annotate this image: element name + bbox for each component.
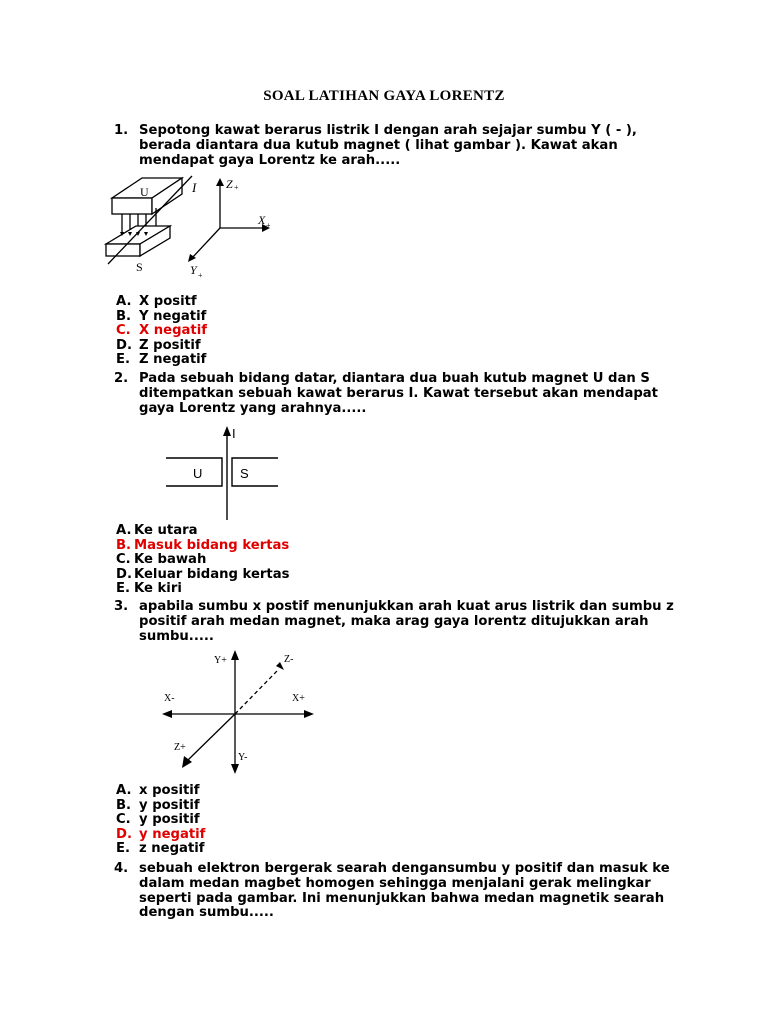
figure-wire-between-magnets (160, 424, 290, 524)
option-e[interactable]: E. Ke kiri (116, 581, 182, 597)
magnet-s-label: S (136, 260, 143, 274)
x-minus-label: X- (164, 693, 175, 704)
axis-z-sign: + (234, 183, 239, 192)
option-d[interactable]: D. Keluar bidang kertas (116, 566, 290, 582)
y-plus-label: Y+ (214, 655, 227, 666)
magnet-u-label: U (140, 185, 149, 199)
question-text: Sepotong kawat berarus listrik I dengan arah sejajar sumbu Y ( - ), berada diantara dua kutub magnet ( lihat gambar ). Kawat akan mendapat gaya Lorentz ke arah..... (139, 123, 637, 168)
question-2-options (116, 524, 289, 597)
option-e[interactable]: E. Z negatif (116, 352, 207, 368)
z-plus-label: Z+ (174, 742, 186, 753)
question-number: 1. (114, 123, 129, 138)
option-e[interactable]: E. z negatif (116, 841, 205, 857)
option-d[interactable]: D. Z positif (116, 337, 201, 353)
x-plus-label: X+ (292, 693, 305, 704)
option-b[interactable]: B. Y negatif (116, 308, 207, 324)
option-a[interactable]: A. x positif (116, 783, 200, 798)
question-3 (114, 600, 674, 644)
option-a[interactable]: A. X positf (116, 294, 197, 309)
axis-y-label: Y (190, 263, 197, 277)
question-text: sebuah elektron bergerak searah dengansumbu y positif dan masuk ke dalam medan magbet homogen sehingga menjalani gerak melingkar seperti pada gambar. Ini menunjukkan bahwa medan magnetik searah dengan sumbu..... (139, 861, 670, 921)
z-minus-label: Z- (284, 654, 294, 665)
axis-x-label: X (258, 213, 266, 227)
question-number: 4. (114, 861, 129, 876)
question-3-options (116, 784, 205, 857)
option-b-correct[interactable]: B. Masuk bidang kertas (116, 537, 290, 553)
option-c[interactable]: C. Ke bawah (116, 552, 207, 568)
question-number: 3. (114, 599, 129, 614)
question-1 (114, 124, 674, 168)
axis-x-sign: + (266, 221, 271, 230)
figure-magnet-wire-axes (100, 168, 290, 283)
figure-3d-axes (160, 648, 320, 773)
y-minus-label: Y- (238, 752, 248, 763)
option-d-correct[interactable]: D. y negatif (116, 826, 206, 842)
current-label: I (232, 426, 236, 441)
current-label: I (192, 180, 197, 195)
option-c[interactable]: C. y positif (116, 812, 200, 828)
question-text: apabila sumbu x postif menunjukkan arah kuat arus listrik dan sumbu z positif arah medan magnet, maka arag gaya lorentz ditujukkan arah sumbu..... (139, 599, 674, 644)
question-2 (114, 372, 674, 416)
option-a[interactable]: A. Ke utara (116, 523, 198, 538)
option-c-correct[interactable]: C. X negatif (116, 323, 207, 339)
option-b[interactable]: B. y positif (116, 797, 200, 813)
axis-y-sign: + (198, 271, 203, 280)
axis-z-label: Z (226, 177, 233, 191)
question-4 (114, 862, 674, 921)
magnet-s-label: S (240, 466, 249, 481)
question-number: 2. (114, 371, 129, 386)
question-1-options (116, 295, 207, 368)
question-text: Pada sebuah bidang datar, diantara dua buah kutub magnet U dan S ditempatkan sebuah kawat berarus I. Kawat tersebut akan mendapat gaya Lorentz yang arahnya..... (139, 371, 658, 416)
magnet-u-label: U (193, 466, 203, 481)
page-title: SOAL LATIHAN GAYA LORENTZ (263, 88, 505, 104)
